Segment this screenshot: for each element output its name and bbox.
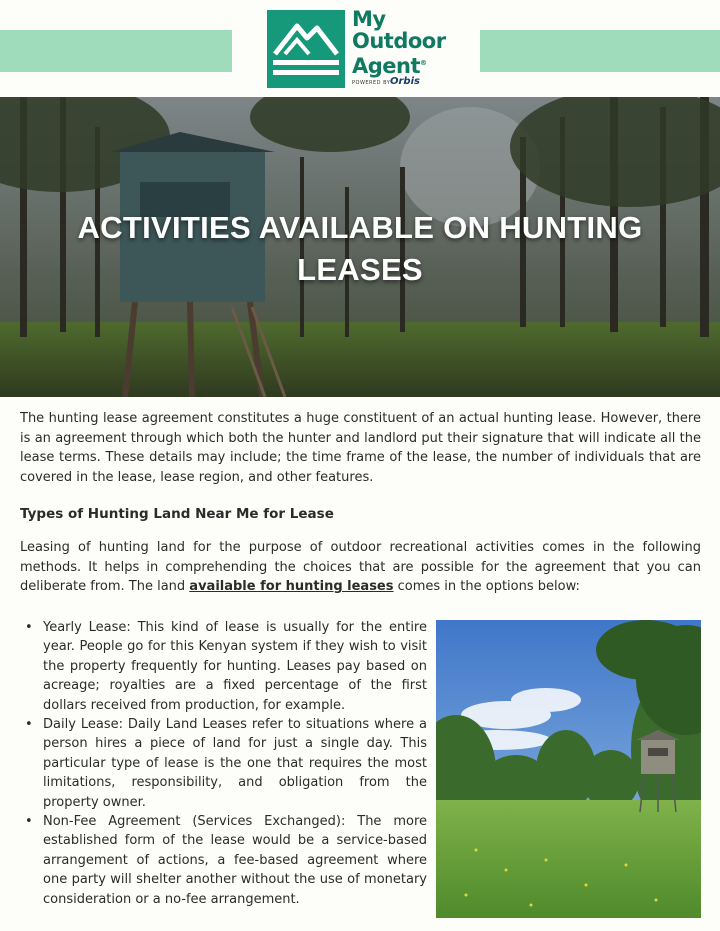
- logo-line-3-text: Agent: [352, 54, 421, 78]
- header-band-right: [480, 30, 720, 72]
- logo-line-3: [352, 52, 462, 77]
- field-photo-image: [436, 620, 701, 918]
- registered-mark: ®: [420, 59, 427, 67]
- lease-types-list: [20, 618, 427, 909]
- section-paragraph: [20, 538, 701, 597]
- intro-paragraph: The hunting lease agreement constitutes a huge constituent of an actual hunting lease. However, there is an agreement through which both the hunter and landlord put their signature that will indicate all the lease terms. These details may include; the time frame of the lease, the number of individuals that are covered in the lease, lease region, and other features.: [20, 411, 701, 485]
- logo-wordmark[interactable]: [352, 8, 462, 77]
- section-paragraph-end: comes in the options below:: [393, 579, 580, 594]
- header-band-left: [0, 30, 232, 72]
- logo-line-2: Outdoor: [352, 29, 446, 53]
- list-item: • Yearly Lease: This kind of lease is usually for the entire year. People go for this Kenyan system if they wish to visit the property frequently for hunting. Leases pay based on acreage; royalties are a fixed percentage of the first dollars received from production, for example.: [20, 618, 427, 715]
- list-item: • Daily Lease: Daily Land Leases refer to situations where a person hires a piece of land for just a single day. This particular type of lease is the one that requires the most limitations, responsibility, and obligation from the property owner.: [20, 715, 427, 812]
- field-photo: [436, 620, 701, 918]
- hero-title: ACTIVITIES AVAILABLE ON HUNTING LEASES: [77, 210, 643, 287]
- hero-banner: [0, 97, 720, 397]
- powered-by-label: POWERED BY: [352, 80, 391, 86]
- logo-line-1: My: [352, 7, 386, 31]
- logo-mountain-icon[interactable]: [267, 10, 345, 88]
- orbis-brand: Orbis: [390, 76, 420, 87]
- section-paragraph-start: Leasing of hunting land for the purpose of outdoor recreational activities comes in the following methods. It helps in comprehending the choices that are possible for the agreement that you can deliberate from. The land: [20, 540, 701, 594]
- hunting-leases-link[interactable]: available for hunting leases: [189, 579, 394, 594]
- section-heading: Types of Hunting Land Near Me for Lease: [20, 506, 334, 522]
- list-item: • Non-Fee Agreement (Services Exchanged): The more established form of the lease would be a service-based arrangement of actions, a fee-based agreement where one party will shelter another without the use of monetary consideration or a no-fee arrangement.: [20, 812, 427, 909]
- header: [0, 0, 720, 97]
